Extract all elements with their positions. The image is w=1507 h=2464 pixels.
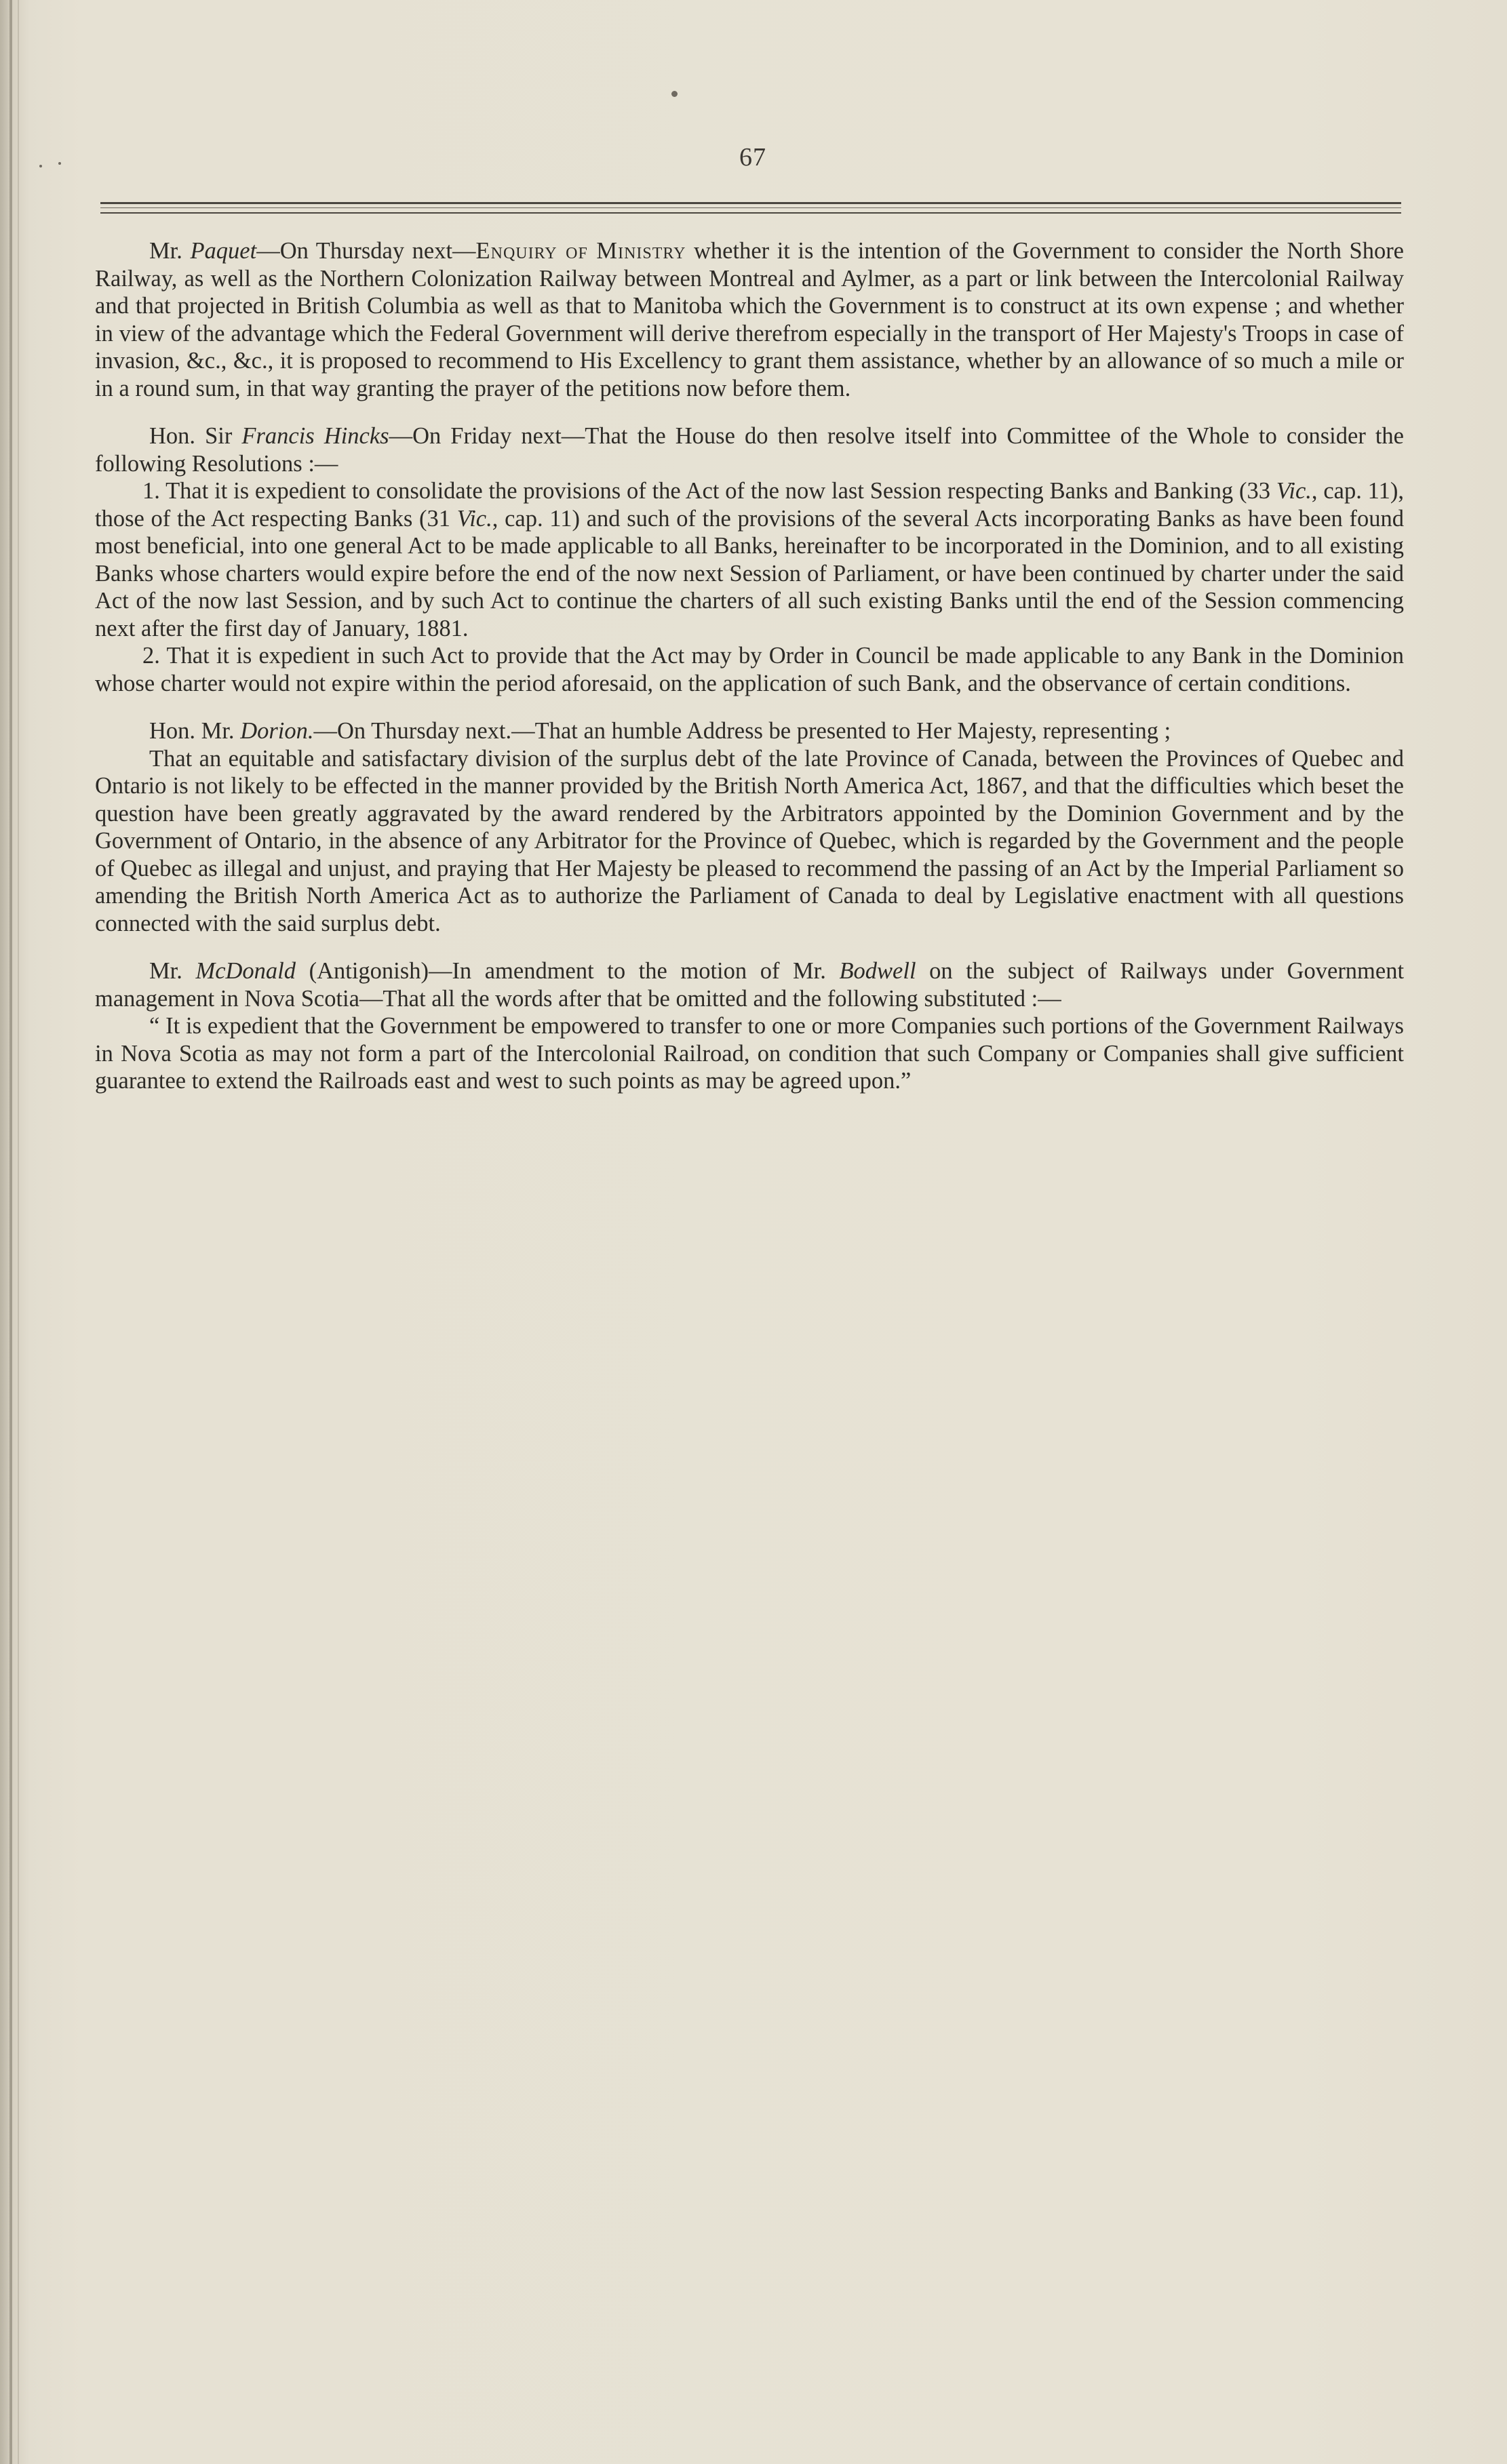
notice-lead: —On Thursday next— xyxy=(256,238,476,264)
speaker-prefix: Mr. xyxy=(149,238,182,264)
resolution-1 xyxy=(95,477,1404,642)
header-rule xyxy=(100,207,1401,208)
notice-lead-rest: on the subject of Railways under Government management in Nova Scotia—That all the words after that be omitted and the following substituted :— xyxy=(95,958,1405,1012)
speaker-name: Dorion. xyxy=(240,718,314,744)
resolution-text: 1. That it is expedient to consolidate the provisions of the Act of the now last Session respecting Banks and Banking (33 xyxy=(142,478,1271,504)
mcdonald-notice xyxy=(95,957,1404,1012)
binding-edge-inner xyxy=(18,0,19,2464)
dorion-notice xyxy=(95,717,1404,745)
hincks-notice xyxy=(95,422,1404,477)
statute-abbrev: Vic. xyxy=(1276,478,1312,504)
dorion-body: That an equitable and satisfactary division of the surplus debt of the late Province of Canada, between the Provinces of Quebec and Ontario is not likely to be effected in the manner provided by the British North America Act, 1867, and that the difficulties which beset the question have been greatly aggravated by the award rendered by the Arbitrators appointed by the Dominion Government and by the Government of Ontario, in the absence of any Arbitrator for the Province of Quebec, which is regarded by the Government and the people of Quebec as illegal and unjust, and praying that Her Majesty be pleased to recommend the passing of an Act by the Imperial Parliament so amending the British North America Act as to authorize the Parliament of Canada to deal by Legislative enactment with all questions connected with the said surplus debt. xyxy=(95,745,1404,936)
ink-speck xyxy=(671,91,678,97)
speaker-prefix: Mr. xyxy=(149,958,182,984)
paquet-notice xyxy=(95,237,1404,402)
header-rule xyxy=(100,212,1401,214)
notice-body: whether it is the intention of the Government to consider the North Shore Railway, as well as the Northern Colonization Railway between Montreal and Aylmer, as a part or link between the Intercolonial Railway and that projected in British Columbia as well as that to Manitoba which the Government is to construct at its own expense ; and whether in view of the advantage which the Federal Government will derive therefrom especially in the transport of Her Majesty's Troops in case of invasion, &c., &c., it is proposed to recommend to His Excellency to grant them assistance, whether by an allowance of so much a mile or in a round sum, in that way granting the prayer of the petitions now before them. xyxy=(95,238,1404,401)
notice-lead: —On Thursday next.—That an humble Address be presented to Her Majesty, representing ; xyxy=(313,718,1171,744)
notice-text xyxy=(95,237,1404,1095)
ink-speck xyxy=(58,162,61,165)
ink-speck xyxy=(39,165,42,167)
notice-lead: —In amendment to the motion of Mr. xyxy=(428,958,826,984)
notice-lead: —On Friday next—That the House do then resolve itself into Committee of the Whole to consider the following Resolutions :— xyxy=(95,423,1404,477)
speaker-prefix: Hon. Sir xyxy=(149,423,233,449)
resolution-2: 2. That it is expedient in such Act to provide that the Act may by Order in Council be made applicable to any Bank in the Dominion whose charter would not expire within the period aforesaid, on the application of such Bank, and the observance of certain conditions. xyxy=(95,643,1404,696)
speaker-name: Paquet xyxy=(190,238,257,264)
amendment-quote: “ It is expedient that the Government be empowered to transfer to one or more Companies such portions of the Government Railways in Nova Scotia as may not form a part of the Intercolonial Railroad, on condition that such Company or Companies shall give sufficient guarantee to extend the Railroads east and west to such points as may be agreed upon.” xyxy=(95,1013,1404,1094)
binding-edge xyxy=(9,0,12,2464)
statute-abbrev: Vic. xyxy=(456,505,492,532)
speaker-prefix: Hon. Mr. xyxy=(149,718,235,744)
header-rule xyxy=(100,202,1401,204)
speaker-name: McDonald xyxy=(195,958,296,984)
enquiry-heading: Enquiry of Ministry xyxy=(475,238,686,264)
riding: (Antigonish) xyxy=(309,958,429,984)
resolution-text: , cap. 11) and such of the provisions of the several Acts incorporating Banks as have been found most beneficial, into one general Act to be made applicable to all Banks, hereinafter to be incorporated in the Dominion, and to all existing Banks whose charters would expire before the end of the now next Session of Parliament, or have been continued by charter under the said Act of the now last Session, and by such Act to continue the charters of all such existing Banks until the end of the Session commencing next after the first day of January, 1881. xyxy=(95,505,1405,641)
resolution-text: , cap. 11), those of the Act respecting Banks (31 xyxy=(95,478,1405,532)
mover-name: Bodwell xyxy=(839,958,916,984)
page-number: 67 xyxy=(739,143,766,172)
speaker-name: Francis Hincks xyxy=(241,423,389,449)
